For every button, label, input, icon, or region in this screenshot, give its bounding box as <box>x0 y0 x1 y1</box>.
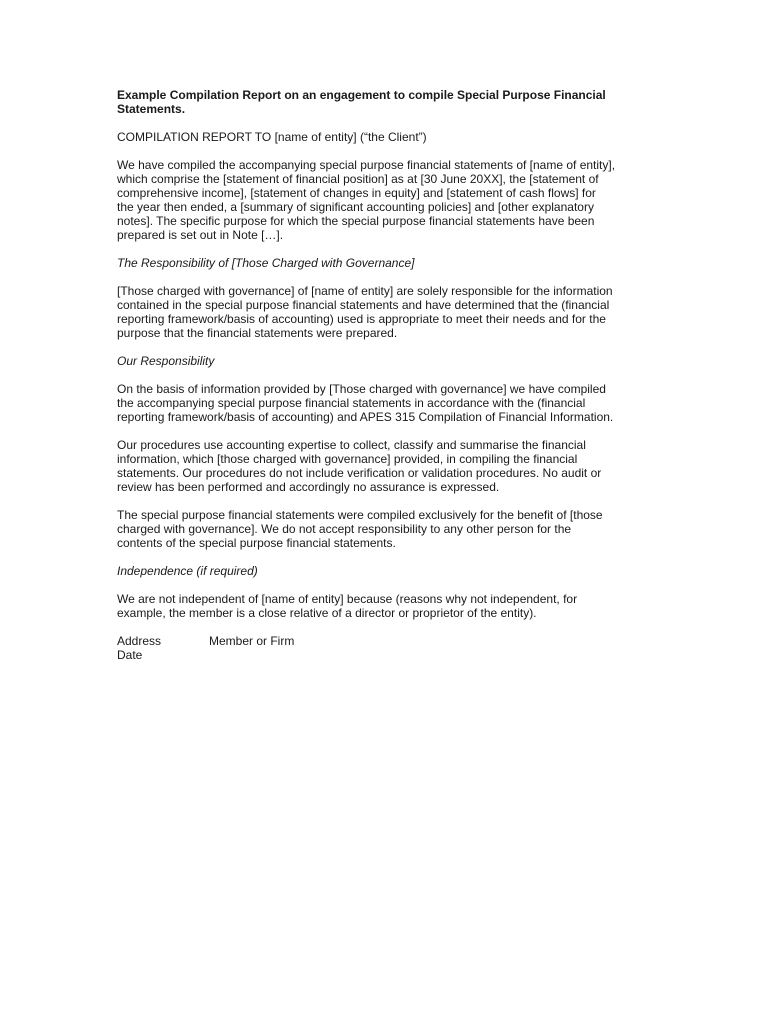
text-line: review has been performed and accordingly no assurance is expressed. <box>117 480 500 494</box>
text-line: the accompanying special purpose financial statements in accordance with the (financial <box>117 396 586 410</box>
our-responsibility-paragraph-2 <box>117 438 657 494</box>
title-line: Statements. <box>117 102 186 116</box>
text-line: On the basis of information provided by [Those charged with governance] we have compiled <box>117 382 606 396</box>
text-line: contents of the special purpose financial statements. <box>117 536 396 550</box>
text-line: prepared is set out in Note […]. <box>117 228 284 242</box>
address-label: Address <box>117 634 162 648</box>
governance-heading: The Responsibility of [Those Charged with Governance] <box>117 256 415 270</box>
report-title <box>117 88 657 116</box>
member-or-firm-label: Member or Firm <box>209 634 295 648</box>
text-line: reporting framework/basis of accounting) used is appropriate to meet their needs and for the <box>117 312 606 326</box>
text-line: information, which [those charged with governance] provided, in compiling the financial <box>117 452 578 466</box>
text-line: [Those charged with governance] of [name of entity] are solely responsible for the information <box>117 284 613 298</box>
text-line: contained in the special purpose financial statements and have determined that the (financial <box>117 298 610 312</box>
our-responsibility-heading: Our Responsibility <box>117 354 215 368</box>
text-line: We are not independent of [name of entity] because (reasons why not independent, for <box>117 592 578 606</box>
text-line: The special purpose financial statements were compiled exclusively for the benefit of [those <box>117 508 603 522</box>
text-line: comprehensive income], [statement of changes in equity] and [statement of cash flows] for <box>117 186 596 200</box>
report-body <box>117 88 657 662</box>
title-line: Example Compilation Report on an engagement to compile Special Purpose Financial <box>117 88 606 102</box>
signoff-row <box>117 648 657 662</box>
date-label: Date <box>117 648 143 662</box>
text-line: purpose that the financial statements were prepared. <box>117 326 398 340</box>
our-responsibility-paragraph-1 <box>117 382 657 424</box>
independence-paragraph <box>117 592 657 620</box>
text-line: reporting framework/basis of accounting) and APES 315 Compilation of Financial Information. <box>117 410 614 424</box>
intro-paragraph <box>117 158 657 242</box>
text-line: Our procedures use accounting expertise to collect, classify and summarise the financial <box>117 438 586 452</box>
text-line: notes]. The specific purpose for which the special purpose financial statements have been <box>117 214 595 228</box>
signoff-block <box>117 634 657 662</box>
text-line: example, the member is a close relative of a director or proprietor of the entity). <box>117 606 537 620</box>
addressee-line: COMPILATION REPORT TO [name of entity] (“the Client”) <box>117 130 427 144</box>
text-line: which comprise the [statement of financial position] as at [30 June 20XX], the [statement of <box>117 172 599 186</box>
our-responsibility-paragraph-3 <box>117 508 657 550</box>
text-line: charged with governance]. We do not accept responsibility to any other person for the <box>117 522 572 536</box>
text-line: statements. Our procedures do not include verification or validation procedures. No audit or <box>117 466 602 480</box>
governance-paragraph <box>117 284 657 340</box>
text-line: the year then ended, a [summary of significant accounting policies] and [other explanatory <box>117 200 594 214</box>
text-line: We have compiled the accompanying special purpose financial statements of [name of entity], <box>117 158 616 172</box>
independence-heading: Independence (if required) <box>117 564 258 578</box>
signoff-row <box>117 634 657 648</box>
